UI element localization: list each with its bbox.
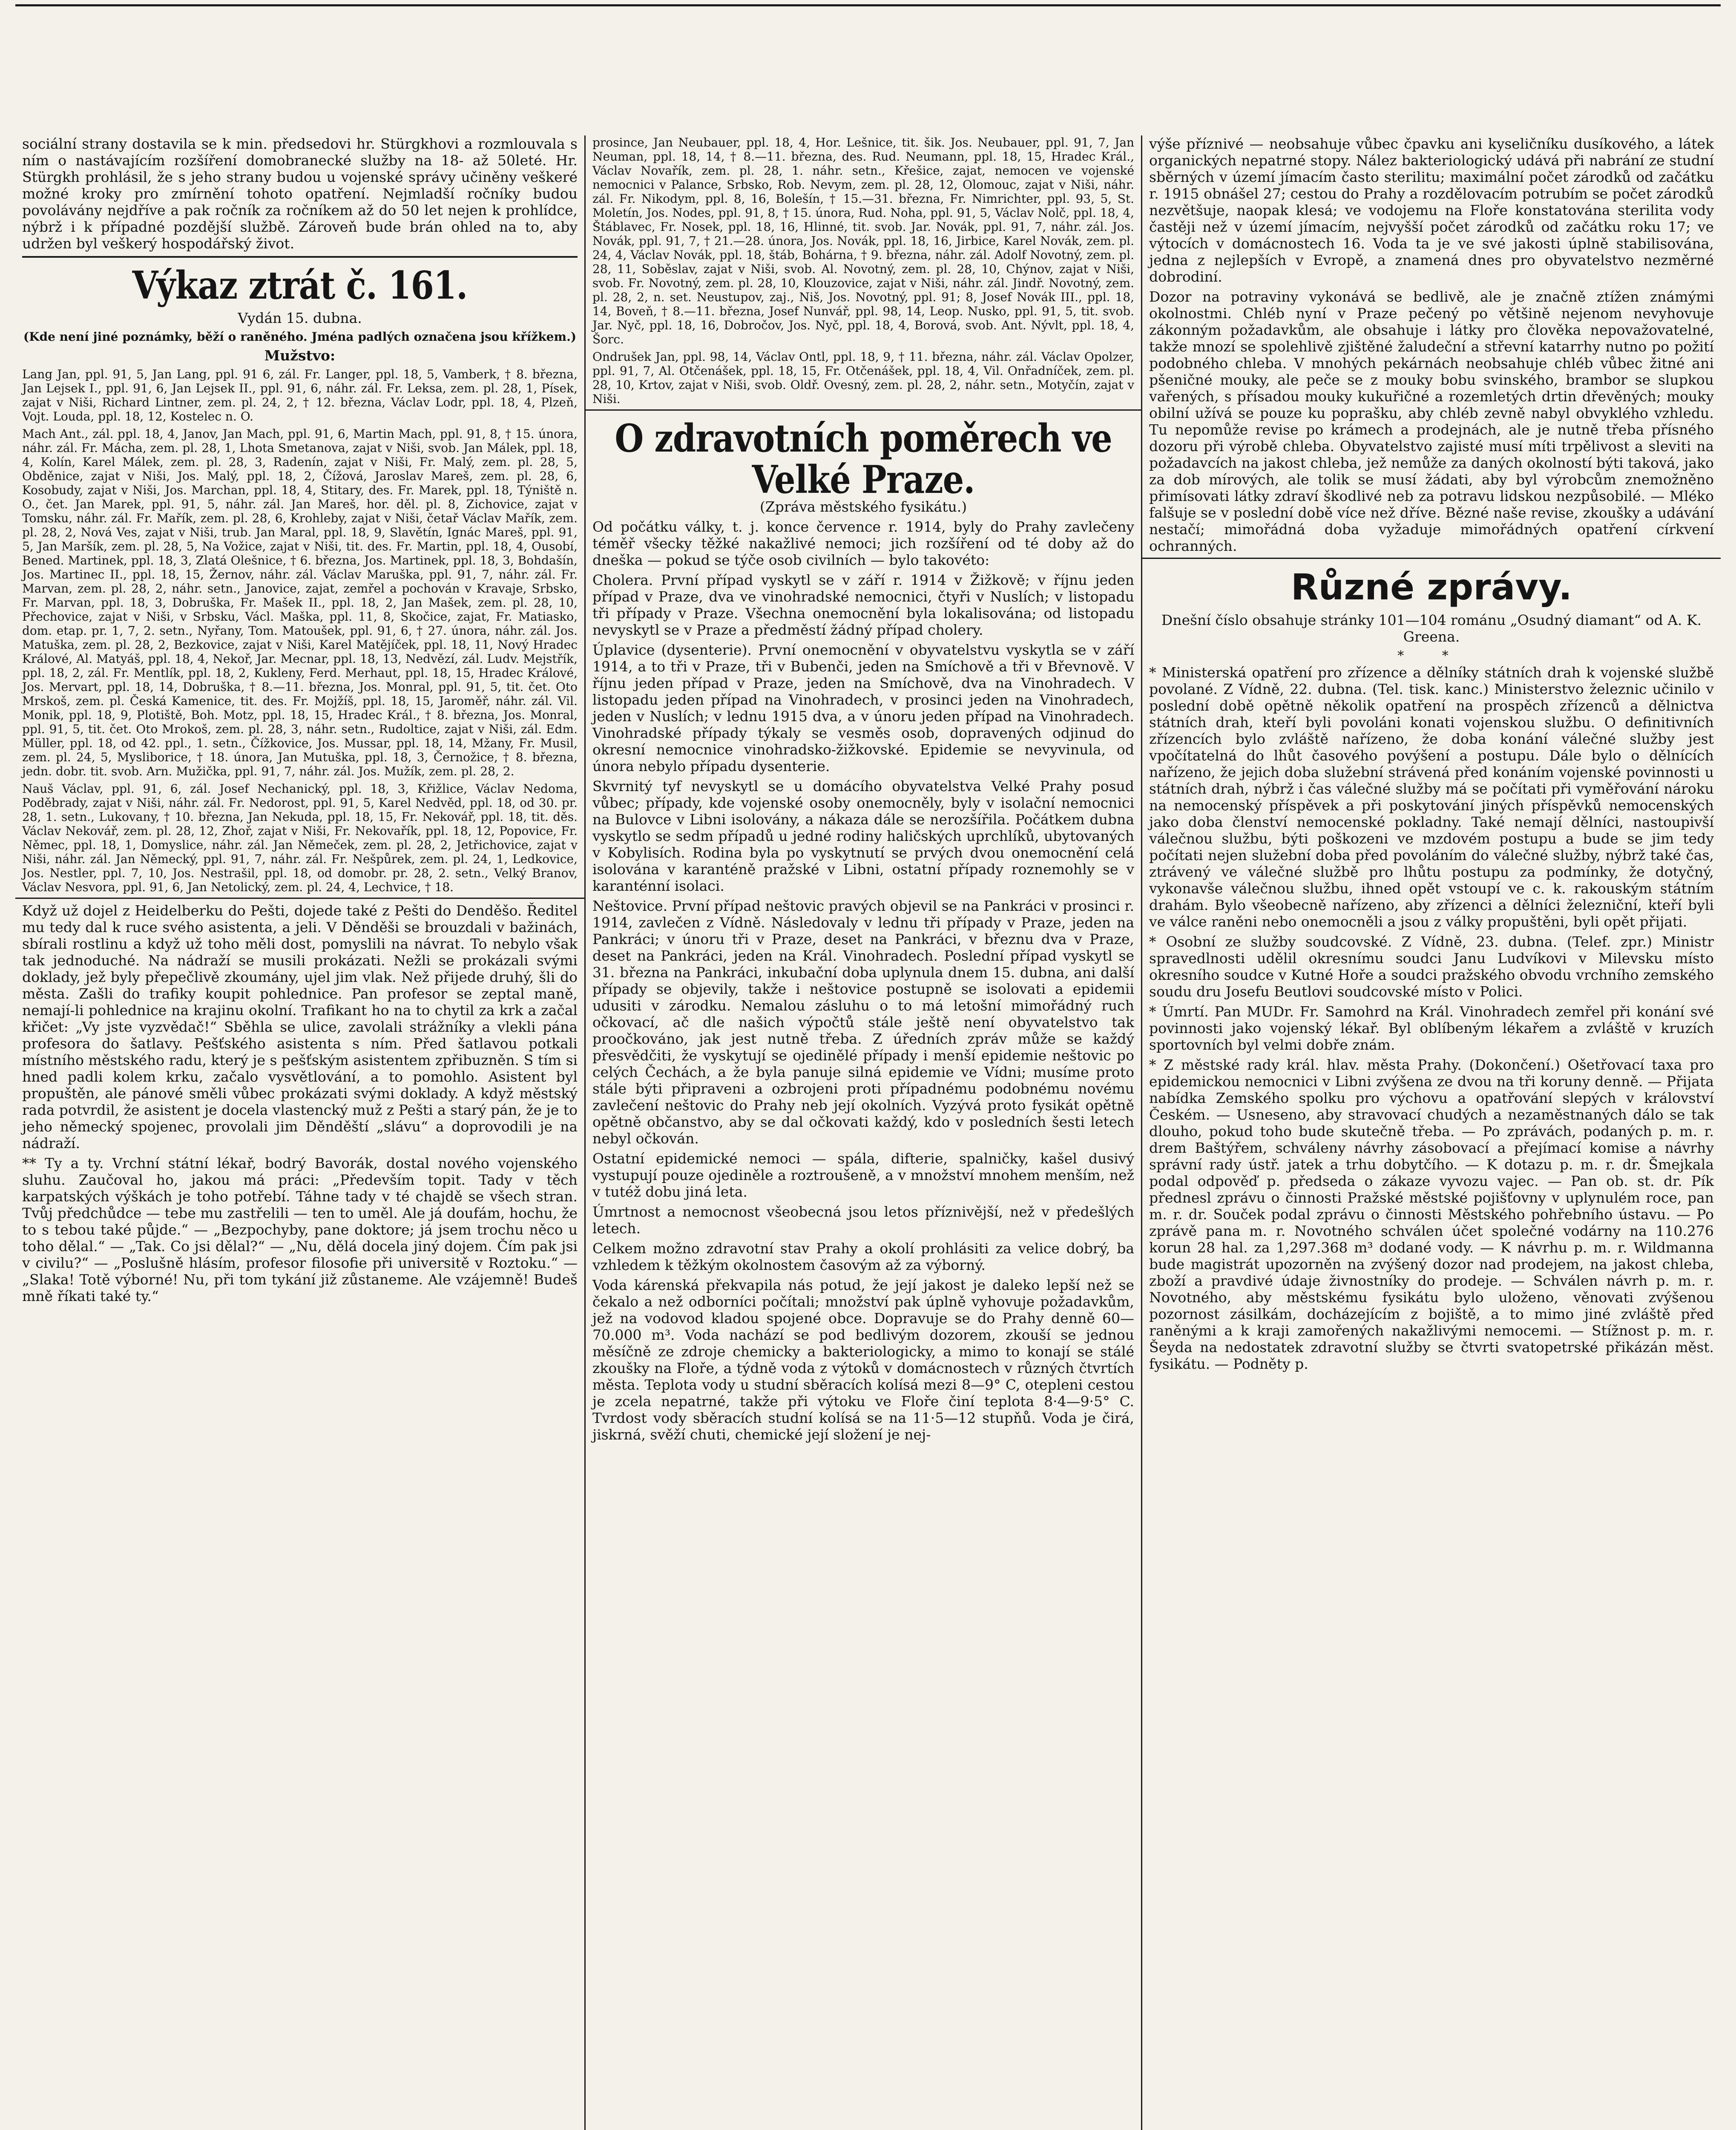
water-paragraph: výše příznivé — neobsahuje vůbec čpavku ani kyseličníku dusíkového, a látek organických nepatrné stopy. Nález bakteriologický udává při nabrání ze studní sběrných v území jímacím často sterilitu; maximální počet zárodků od začátku r. 1915 obnášel 27; cestou do Prahy a rozdělovacím potrubím se počet zárodků nezvětšuje, naopak klesá; ve vodojemu na Floře konstatována sterilita vody častěji než v území jímacím, nejvyšší počet zárodků od začátku roku 17; ve výtocích v domácnostech 16. Voda ta je ve své jakosti úplně stabilisována, jedna z nejlepších v Evropě, a znamená dnes pro obyvatelstvo nezměrné dobrodiní. [1149,135,1714,285]
losses-paragraph: Lang Jan, ppl. 91, 5, Jan Lang, ppl. 91 6, zál. Fr. Langer, ppl. 18, 5, Vamberk, † 8. března, Jan Lejsek I., ppl. 91, 6, Jan Lejsek II., ppl. 91, 6, náhr. zál. Fr. Leksa, zem. pl. 28, 1, Písek, zajat v Niši, Richard Lintner, zem. pl. 24, 2, † 12. března, Václav Lodr, ppl. 18, 4, Plzeň, Vojt. Louda, ppl. 18, 12, Kostelec n. O. [22,367,578,423]
health-paragraph: Skvrnitý tyf nevyskytl se u domácího obyvatelstva Velké Prahy posud vůbec; případy, kde vojenské osoby onemocněly, byly v isolační nemocnici na Bulovce v Libni isolovány, a nákaza dále se nerozšířila. Počátkem dubna vyskytlo se sedm případů u jedné rodiny haličských uprchlíků, ubytovaných v Kobylisích. Rodina byla po vyskytnutí se prvých dvou onemocnění celá isolována v karanténě pražské v Libni, ostatní případy roznemohly se v karanténní isolaci. [592,778,1135,894]
column-1 [15,135,584,2130]
news-paragraph: * Ministerská opatření pro zřízence a dělníky státních drah k vojenské službě povolané. Z Vídně, 22. dubna. (Tel. tisk. kanc.) Ministerstvo železnic učinilo v poslední době opětně několik opatření na prospěch zřízenců a dělnictva státních drah, kteří byli povoláni konati vojenskou službu. O definitivních zřízencích bylo zvláště nařízeno, že doba konání válečné služby jest vpočítatelná do lhůt časového povýšení a postupu. Dále bylo o dělnících nařízeno, že jejich doba služební strávená před konáním vojenské povinnosti u státních drah, nýbrž i čas válečné služby má se počítati při vyměřování nároku na nemocenský příspěvek a při poskytování jiných příspěvků nemocenských jako doba členství nemocenské pokladny. Také nemají dělníci, nastoupivší válečnou službu, býti poškozeni ve mzdovém postupu a bude se jim tedy počítati nejen služební doba před povoláním do válečné služby, nýbrž také čas, ztrávený ve válečné službě pro lhůtu postupu za podmínky, že dotyčný, vykonavše válečnou službu, ihned opět vstoupí ve c. k. rakouským státním drahám. Bylo všeobecně nařízeno, aby zřízenci a dělníci železniční, kteří byli ve válce raněni nebo onemocněli a jsou z války propuštěni, byli opět přijati. [1149,664,1714,930]
story-paragraph: ** Ty a ty. Vrchní státní lékař, bodrý Bavorák, dostal nového vojenského sluhu. Zaučoval ho, jakou má práci: „Především topit. Tady v těch karpatských výškách je toho potřebí. Táhne tady v té chajdě se všech stran. Tvůj předchůdce — tebe mu zastřelili — ten to uměl. Ale já doufám, hochu, že to s tebou také půjde.“ — „Bezpochyby, pane doktore; já jsem trochu něco u toho dělal.“ — „Tak. Co jsi dělal?“ — „Nu, dělá docela jiný dojem. Čím pak jsi v civilu?“ — „Poslušně hlásím, profesor filosofie při universitě v Roztoku.“ — „Slaka! Totě výborné! Nu, při tom tykání již zůstaneme. Ale vzájemně! Budeš mně říkati také ty.“ [22,1155,578,1304]
losses-paragraph: Mach Ant., zál. ppl. 18, 4, Janov, Jan Mach, ppl. 91, 6, Martin Mach, ppl. 91, 8, † 15. února, náhr. zál. Fr. Mácha, zem. pl. 28, 1, Lhota Smetanova, zajat v Niši, svob. Jan Málek, ppl. 18, 4, Kolín, Karel Málek, zem. pl. 28, 3, Radenín, zajat v Niši, Fr. Malý, zem. pl. 28, 5, Obděnice, zajat v Niši, Jos. Malý, ppl. 18, 2, Čížová, Jaroslav Mareš, zem. pl. 28, 6, Kosobudy, zajat v Niši, Jos. Marchan, ppl. 18, 4, Stitary, des. Fr. Marek, ppl. 18, Týniště n. O., čet. Jan Marek, ppl. 91, 5, náhr. zál. Jan Mareš, hor. děl. pl. 8, Zichovice, zajat v Tomsku, náhr. zál. Fr. Mařík, zem. pl. 28, 6, Krohleby, zajat v Niši, četař Václav Mařík, zem. pl. 28, 2, Nová Ves, zajat v Niši, trub. Jan Maral, ppl. 18, 9, Slavětín, Ignác Mareš, ppl. 91, 5, Jan Maršík, zem. pl. 28, 5, Na Vožice, zajat v Niši, tit. des. Fr. Martin, ppl. 18, 4, Ousobí, Bened. Martinek, ppl. 18, 3, Zlatá Olešnice, † 6. března, Jos. Martinek, ppl. 18, 3, Bohdašín, Jos. Martinec II., ppl. 18, 15, Žernov, náhr. zál. Václav Maruška, ppl. 91, 7, náhr. zál. Fr. Marvan, zem. pl. 28, 2, náhr. setn., Janovice, zajat, zemřel a pochován v Kravaje, Srbsko, Fr. Marvan, ppl. 18, 3, Dobruška, Fr. Mašek II., ppl. 18, 2, Jan Mašek, zem. pl. 28, 10, Přechovice, zajat v Niši, v Srbsku, Václ. Maška, ppl. 11, 8, Skočice, zajat, Fr. Matiasko, dom. etap. pr. 1, 7, 2. setn., Nyřany, Tom. Matoušek, ppl. 91, 6, † 27. února, náhr. zál. Jos. Matuška, zem. pl. 28, 2, Bezkovice, zajat v Niši, Karel Matějíček, ppl. 18, 11, Nový Hradec Králové, Al. Matyáš, ppl. 18, 4, Nekoř, Jar. Mecnar, ppl. 18, 13, Nedvězí, zál. Ludv. Mejstřík, ppl. 18, 2, zál. Fr. Mentlík, ppl. 18, 2, Kukleny, Ferd. Merhaut, ppl. 18, 15, Hradec Králové, Jos. Mervart, ppl. 18, 14, Dobruška, † 8.—11. března, Jos. Monral, ppl. 91, 5, tit. čet. Oto Mrskoš, zem. pl. Česká Kamenice, tit. des. Fr. Mojžíš, ppl. 18, 15, Jaroměř, náhr. zál. Vil. Monik, ppl. 18, 9, Plotiště, Boh. Motz, ppl. 18, 15, Hradec Král., † 8. března, Jos. Monral, ppl. 91, 5, tit. čet. Oto Mrokoš, zem. pl. 28, 3, náhr. setn., Rudoltice, zajat v Niši, zál. Edm. Müller, ppl. 18, od 42. ppl., 1. setn., Čížkovice, Jos. Mussar, ppl. 18, 14, Mžany, Fr. Musil, zem. pl. 24, 5, Mysliborice, † 18. února, Jan Mutuška, ppl. 18, 3, Černožice, † 8. března, jedn. dobr. tit. svob. Arn. Mužička, ppl. 91, 7, náhr. zál. Jos. Mužík, zem. pl. 28, 2. [22,427,578,778]
news-paragraph: * Z městské rady král. hlav. města Prahy. (Dokončení.) Ošetřovací taxa pro epidemickou nemocnici v Libni zvýšena ze dvou na tři koruny denně. — Přijata nabídka Zemského spolku pro výchovu a opatřování slepých v království Českém. — Usneseno, aby stravovací chudých a nezaměstnaných dálo se tak dlouho, pokud toho bude skutečně třeba. — Po zprávách, podaných p. m. r. drem Baštýřem, schváleny návrhy zásobovací a přejímací komise a návrhy správní rady ústř. jatek a trhu dobytčího. — K dotazu p. m. r. dr. Šmejkala podal odpověď p. předseda o zákaze vyvozu vajec. — Pan ob. st. dr. Pík přednesl zprávu o činnosti Pražské městské pojišťovny v uplynulém roce, pan m. r. dr. Souček podal zprávu o činnosti Městského pohřebního ústavu. — Po zprávě pana m. r. Novotného schválen účet společné vodárny na 110.276 korun 28 hal. za 1,297.368 m³ dodané vody. — K návrhu p. m. r. Wildmanna bude magistrát upozorněn na zvýšený dozor nad prodejem, na jakost chleba, zboží a pravdivé údaje živnostníky do prodeje. — Schválen návrh p. m. r. Novotného, aby městskému fysikátu bylo uloženo, věnovati zvýšenou pozornost zásilkám, docházejícím z bojiště, a to mimo jiné zvláště před raněnými a k kraji zamořených nakažlivými nemocemi. — Stížnost p. m. r. Šeyda na nedostatek zdravotní služby se čtvrti svatopetrské přikázán měst. fysikátu. — Podněty p. [1149,1056,1714,1372]
losses-note: (Kde není jiné poznámky, běží o raněného. Jména padlých označena jsou křížkem.) [23,330,577,344]
losses-paragraph: prosince, Jan Neubauer, ppl. 18, 4, Hor. Lešnice, tit. šik. Jos. Neubauer, ppl. 91, 7, Jan Neuman, ppl. 18, 14, † 8.—11. března, des. Rud. Neumann, ppl. 18, 15, Hradec Král., Václav Novařík, zem. pl. 28, 1. náhr. setn., Křešice, zajat, nemocen ve vojenské nemocnici v Palance, Srbsko, Rob. Nevym, zem. pl. 28, 12, Olomouc, zajat v Niši, náhr. zál. Fr. Nikodym, ppl. 8, 16, Bolešín, † 15.—31. března, Fr. Nimrichter, ppl. 93, 5, St. Moletín, Jos. Nodes, ppl. 91, 8, † 15. února, Rud. Noha, ppl. 91, 5, Václav Nolč, ppl. 18, 4, Štáblavec, Fr. Nosek, ppl. 18, 16, Hlinné, tit. svob. Jar. Novák, ppl. 91, 7, náhr. zál. Jos. Novák, ppl. 91, 7, † 21.—28. února, Jos. Novák, ppl. 18, 16, Jirbice, Karel Novák, zem. pl. 24, 4, Václav Novák, ppl. 18, štáb, Bohárna, † 9. března, náhr. zál. Adolf Novotný, zem. pl. 28, 11, Soběslav, zajat v Niši, svob. Al. Novotný, zem. pl. 28, 10, Chýnov, zajat v Niši, svob. Fr. Novotný, zem. pl. 28, 10, Klouzovice, zajat v Niši, náhr. zál. Jindř. Novotný, zem. pl. 28, 2, n. set. Neustupov, zaj., Niš, Jos. Novotný, ppl. 91; 8, Josef Novák III., ppl. 18, 14, Boveň, † 8.—11. března, Josef Nunvář, ppl. 98, 14, Leop. Nusko, ppl. 91, 5, tit. svob. Jar. Nyč, ppl. 18, 16, Dobročov, Jos. Nyč, ppl. 18, 4, Borová, svob. Ant. Nývlt, ppl. 18, 4, Šorc. [592,135,1135,346]
top-rule [15,4,1721,6]
news-paragraph: * Osobní ze služby soudcovské. Z Vídně, 23. dubna. (Telef. zpr.) Ministr spravedlnosti udělil okresnímu soudci Janu Ludvíkovi v Milevsku místo okresního soudce v Kutné Hoře a soudci pražského obvodu vrchního zemského soudu dru Josefu Beutlovi soudcovské místo v Polici. [1149,933,1714,1000]
health-paragraph: Celkem možno zdravotní stav Prahy a okolí prohlásiti za velice dobrý, ba vzhledem k těžkým okolnostem časovým až za výborný. [592,1240,1135,1273]
column-2 [586,135,1141,2130]
health-paragraph: Voda kárenská překvapila nás potud, že její jakost je daleko lepší než se čekalo a než odborníci počítali; množství pak úplně vyhovuje požadavkům, jež na vodovod kladou spojené obce. Dopravuje se do Prahy denně 60—70.000 m³. Voda nachází se pod bedlivým dozorem, zkouší se jednou měsíčně ze zdroje chemicky a bakteriologicky, a mimo to konají se stálé zkoušky na Floře, a týdně voda z výtoků v domácnostech v různých čtvrtích města. Teplota vody u studní sběracích kolísá mezi 8—9° C, otepleni cestou je zcela nepatrné, takže při výtoku ve Floře činí teplota 8·4—9·5° C. Tvrdost vody sběracích studní kolísá se na 11·5—12 stupňů. Voda je čirá, jiskrná, svěží chuti, chemické její složení je nej- [592,1277,1135,1443]
health-subtitle: (Zpráva městského fysikátu.) [759,498,967,515]
health-paragraph: Úplavice (dysenterie). První onemocnění v obyvatelstvu vyskytla se v září 1914, a to tři v Praze, tři v Bubenči, jeden na Smíchově a tři v Břevnově. V říjnu jeden případ v Praze, jeden na Smíchově, dva na Vinohradech. V listopadu jeden případ na Vinohradech, v prosinci jeden na Vinohradech, jeden v Nuslích; v lednu 1915 dva, a v únoru jeden případ na Vinohradech. Vinohradské případy týkaly se vesměs osob, dopravených odjinud do okresní nemocnice vinohradsko-žižkovské. Epidemie se nevyvinula, od února nebylo případu dysenterie. [592,642,1135,774]
column-3 [1142,135,1721,2130]
health-paragraph: Úmrtnost a nemocnost všeobecná jsou letos příznivější, než v předešlých letech. [592,1203,1135,1237]
losses-paragraph: Nauš Václav, ppl. 91, 6, zál. Josef Nechanický, ppl. 18, 3, Křižlice, Václav Nedoma, Poděbrady, zajat v Niši, náhr. zál. Fr. Nedorost, ppl. 91, 5, Karel Nedvěd, ppl. 18, od 30. pr. 28, 1. setn., Lukovany, † 10. března, Jan Nekuda, ppl. 18, 15, Fr. Nekovář, ppl. 18, tit. děs. Václav Nekovář, zem. pl. 28, 12, Zhoř, zajat v Niši, Fr. Nekovařík, ppl. 18, 12, Popovice, Fr. Němec, ppl. 18, 1, Domyslice, náhr. zál. Jan Němeček, zem. pl. 28, 2, Jetřichovice, zajat v Niši, náhr. zál. Jan Německý, ppl. 91, 7, náhr. zál. Fr. Nešpůrek, zem. pl. 24, 1, Ledkovice, Jos. Nestler, ppl. 7, 10, Jos. Nestrašil, ppl. 18, od domobr. pr. 28, 2. setn., Velký Branov, Václav Nesvora, ppl. 91, 6, Jan Netolický, zem. pl. 24, 4, Lechvice, † 18. [22,782,578,894]
story-paragraph: Když už dojel z Heidelberku do Pešti, dojede také z Pešti do Denděšo. Ředitel mu tedy dal k ruce svého asistenta, a jeli. V Děnděši se brouzdali v bažinách, sbírali rostlinu a když už toho měli dost, pomyslili na návrat. To nebylo však tak jednoduché. Na nádraží se musili prokázati. Nežli se prokázali svými doklady, jež byly přepečlivě zkoumány, ujel jim vlak. Než přijede druhý, šli do města. Zašli do trafiky koupit pohlednice. Pan profesor se zeptal maně, nemají-li pohlednice na krajinu okolní. Trafikant ho na to chytil za krk a začal křičet: „Vy jste vyzvědač!“ Sběhla se ulice, zavolali strážníky a vlekli pána profesora do šatlavy. Pešťského asistenta s ním. Před šatlavou potkali místního městského radu, který je s pešťským asistentem zpřibuzněn. S tím si hned padli kolem krku, začalo vysvětlování, a to pomohlo. Asistent byl propuštěn, ale pánové směli vůbec prokázati svými doklady. A když městský rada potvrdil, že asistent je docela vlastencký muž z Pešti a starý pán, že je to jeho německý spojenec, provolali jim Děnděští „slávu“ a doprovodili je na nádraží. [22,902,578,1151]
news-paragraph: * Úmrtí. Pan MUDr. Fr. Samohrd na Král. Vinohradech zemřel při konání své povinnosti jako vojenský lékař. Byl oblíbeným lékařem a zvláště v kruzích sportovních byl velmi dobře znám. [1149,1003,1714,1053]
losses-issued: Vydán 15. dubna. [238,310,362,326]
health-paragraph: Cholera. První případ vyskytl se v září r. 1914 v Žižkově; v říjnu jeden případ v Praze, dva ve vinohradské nemocnici, čtyři v Nuslích; v listopadu tři případy v Praze. Všechna onemocnění byla lokalisována; od listopadu nevyskytl se v Praze a předměstí žádný případ cholery. [592,572,1135,638]
health-paragraph: Ostatní epidemické nemoci — spála, difterie, spalničky, kašel dusivý vystupují pouze ojediněle a roztroušeně, a v množství mnohem menším, než v tutéž dobu jiná leta. [592,1150,1135,1200]
column-container [15,135,1721,2130]
losses-paragraph: Ondrušek Jan, ppl. 98, 14, Václav Ontl, ppl. 18, 9, † 11. března, náhr. zál. Václav Opolzer, ppl. 91, 7, Al. Otčenášek, ppl. 18, 15, Fr. Otčenášek, ppl. 18, 4, Vil. Onřadníček, zem. pl. 28, 10, Krtov, zajat v Niši, svob. Oldř. Ovesný, zem. pl. 28, 2, náhr. setn., Motyčín, zajat v Niši. [592,350,1135,406]
separator-stars: * * [1397,648,1466,663]
losses-section: Mužstvo: [264,347,336,364]
health-title: O zdravotních poměrech ve Velké Praze. [615,416,1112,502]
divider [15,898,584,899]
health-paragraph: Od počátku války, t. j. konce července r. 1914, byly do Prahy zavlečeny téměř všecky těžké nakažlivé nemoci; jich rozšíření od té doby až do dneška — pokud se týče osob civilních — bylo takovéto: [592,518,1135,568]
losses-title: Výkaz ztrát č. 161. [132,263,468,308]
divider [22,256,578,258]
divider [1142,558,1721,559]
intro-paragraph: sociální strany dostavila se k min. předsedovi hr. Stürgkhovi a rozmlouvala s ním o nastávajícím rozšíření domobranecké služby na 18- až 50leté. Hr. Stürgkh prohlásil, že s jeho strany budou u vojenské správy učiněny veškeré možné kroky pro zmírnění tohoto opatření. Nejmladší ročníky budou povolávány nejdříve a pak ročník za ročníkem až do 50 let nejen k prohlídce, nýbrž i k případné pozdější službě. Zároveň bude brán ohled na to, aby udržen byl veškerý hospodářský život. [22,135,578,252]
health-paragraph: Neštovice. První případ neštovic pravých objevil se na Pankráci v prosinci r. 1914, zavlečen z Vídně. Následovaly v lednu tři případy v Praze, jeden na Pankráci; v únoru tři v Praze, deset na Pankráci, v březnu dva v Praze, deset na Pankráci, jeden na Král. Vinohradech. Poslední případ vyskytl se 31. března na Pankráci, inkubační doba uplynula dnem 15. dubna, ani další případy se objevily, takže i neštovice postupně se isolovati a epidemii udusiti v zárodku. Nemalou zásluhu o to má letošní mimořádný ruch očkovací, ač dle našich výpočtů stále ještě není obyvatelstvo tak proočkováno, jak jest nutně třeba. Z úředních zpráv může se každý přesvědčiti, že vyskytují se ojedinělé případy i menší epidemie neštovic po celých Čechách, a že byla panuje silná epidemie ve Vídni; musíme proto stále býti připraveni a ozbrojeni proti případnému podobnému novému zavlečení neštovic do Prahy neb její okolních. Vyzývá proto fysikát opětně opětně občanstvo, aby se dal očkovati každý, kdo v posledních šesti letech nebyl očkován. [592,898,1135,1147]
news-title: Různé zprávy. [1291,566,1572,608]
news-lead: Dnešní číslo obsahuje stránky 101—104 románu „Osudný diamant“ od A. K. Greena. [1161,612,1702,645]
divider [586,409,1141,411]
food-paragraph: Dozor na potraviny vykonává se bedlivě, ale je značně ztížen známými okolnostmi. Chléb nyní v Praze pečený po většině nejenom nevyhovuje zákonným požadavkům, ale obsahuje i látky pro člověka nepovažovatelné, takže mnozí se spolehlivě zjištěné žaludeční a střevní katarrhy nutno po požití podobného chleba. V mnohých pekárnách neobsahuje chléb vůbec žitné ani pšeničné mouky, ale peče se z mouky bobu svinského, brambor se slupkou vařených, s přísadou mouky kukuřičné a rozemletých drtin dřevěných; mouky obilní užívá se pouze ku poprašku, aby chléb zevně nabyl obvyklého vzhledu. Tu nepomůže revise po krámech a prodejnách, ale je nutně třeba přísného dozoru při výrobě chleba. Obyvatelstvo zajisté musí míti trpělivost a sleviti na požadavcích na jakost chleba, jež nemůže za daných okolností býti taková, jako za dob mírových, ale tolik se musí žádati, aby byl výrobcům znemožněno přimísovati látky zdraví škodlivé neb za potravu lidskou nezpůsobilé. — Mléko falšuje se v poslední době více než dříve. Bězné naše revise, zkoušky a udávání nestačí; mimořádná doba vyžaduje mimořádných opatření církvení ochranných. [1149,288,1714,554]
